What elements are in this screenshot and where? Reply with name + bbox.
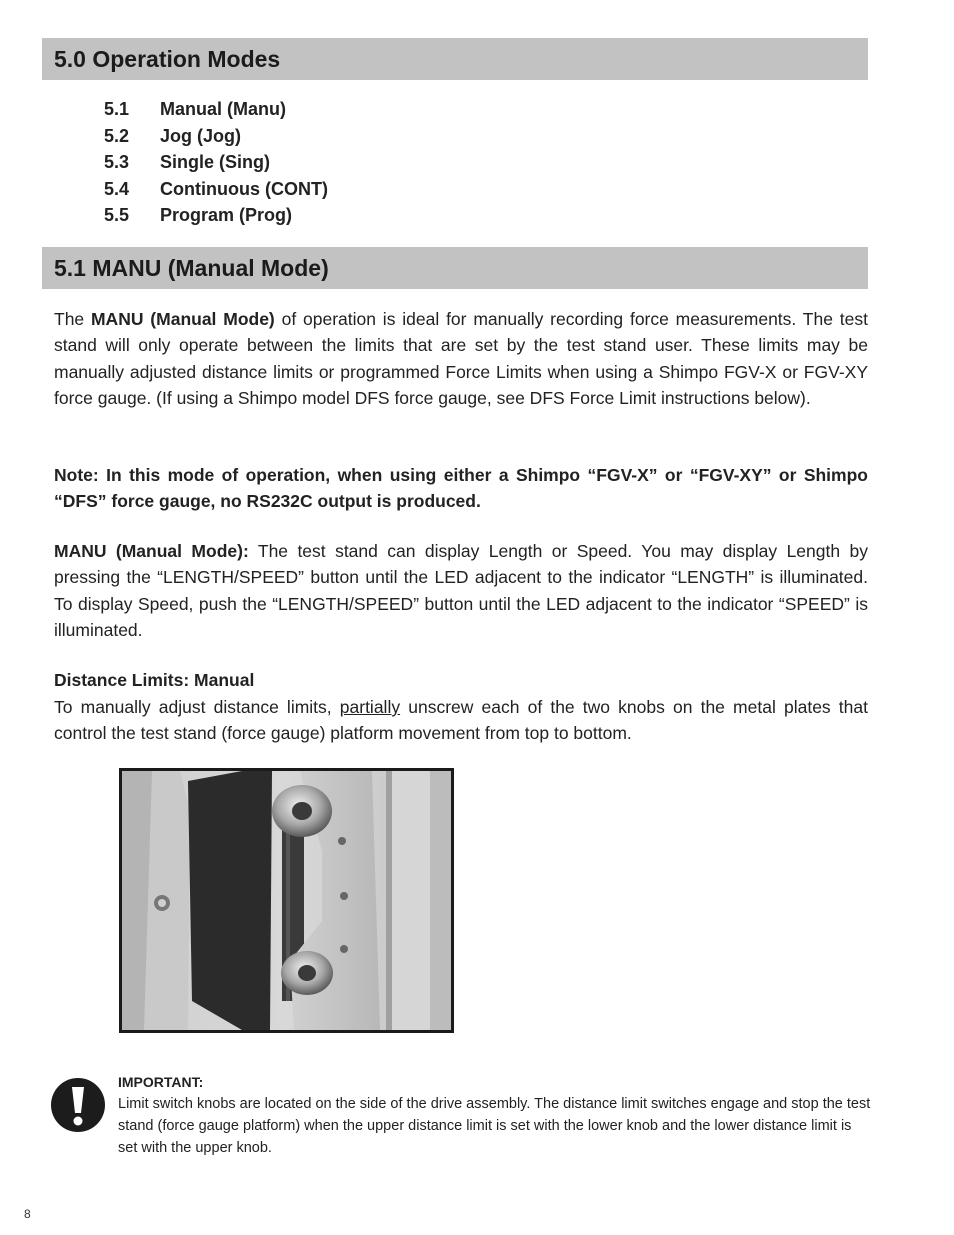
drive-assembly-illustration	[122, 771, 451, 1030]
section-title: 5.0 Operation Modes	[54, 45, 281, 72]
item-label: Program (Prog)	[160, 205, 293, 225]
distance-pre: To manually adjust distance limits,	[54, 697, 340, 717]
display-paragraph	[54, 538, 868, 644]
distance-post: unscrew each of the two knobs on the metal plates that control the test stand (force gauge) platform movement from top to bottom.	[54, 697, 869, 744]
item-label: Jog (Jog)	[160, 125, 241, 146]
item-number: 5.4	[104, 178, 130, 199]
list-item	[104, 202, 328, 229]
note-paragraph: Note: In this mode of operation, when using either a Shimpo “FGV-X” or “FGV-XY” or Shimpo “DFS” force gauge, no RS232C output is produced.	[54, 465, 868, 512]
section-title: 5.1 MANU (Manual Mode)	[54, 254, 329, 281]
distance-underlined: partially	[339, 697, 401, 717]
intro-pre: The	[54, 309, 91, 329]
item-number: 5.5	[104, 205, 130, 225]
intro-paragraph	[54, 306, 868, 412]
item-label: Continuous (CONT)	[160, 178, 328, 199]
item-label: Single (Sing)	[160, 152, 270, 172]
item-label: Manual (Manu)	[160, 99, 286, 119]
intro-bold: MANU (Manual Mode)	[90, 309, 275, 329]
item-number: 5.3	[104, 152, 130, 172]
item-number: 5.1	[104, 99, 130, 119]
section-header-manual-mode	[42, 247, 868, 289]
section-header-operation-modes	[42, 38, 868, 80]
page-number: 8	[24, 1207, 31, 1221]
important-title: IMPORTANT:	[118, 1074, 204, 1090]
important-text: Limit switch knobs are located on the side of the drive assembly. The distance limit switches engage and stop the test stand (force gauge platform) when the upper distance limit is set with the lower knob and the lower distance limit is set with the upper knob.	[118, 1096, 871, 1156]
list-item	[104, 96, 328, 123]
display-bold: MANU (Manual Mode):	[54, 541, 249, 561]
display-text: The test stand can display Length or Speed. You may display Length by pressing the “LENGTH/SPEED” button until the LED adjacent to the indicator “LENGTH” is illuminated. To display Speed, push the “LENGTH/SPEED” button until the LED adjacent to the indicator “SPEED” is illuminated.	[54, 541, 868, 641]
list-item	[104, 123, 328, 150]
list-item	[104, 149, 328, 176]
list-item	[104, 176, 328, 203]
distance-limits-heading: Distance Limits: Manual	[54, 670, 255, 690]
intro-post: of operation is ideal for manually recording force measurements. The test stand will only operate between the limits that are set by the test stand user. These limits may be manually adjusted distance limits or programmed Force Limits when using a Shimpo FGV-X or FGV-XY force gauge. (If using a Shimpo model DFS force gauge, see DFS Force Limit instructions below).	[54, 309, 868, 409]
item-number: 5.2	[104, 125, 130, 146]
operation-modes-list	[104, 96, 328, 229]
drive-assembly-photo	[119, 768, 454, 1033]
exclamation-icon	[50, 1077, 106, 1133]
distance-limits-paragraph	[54, 694, 868, 747]
